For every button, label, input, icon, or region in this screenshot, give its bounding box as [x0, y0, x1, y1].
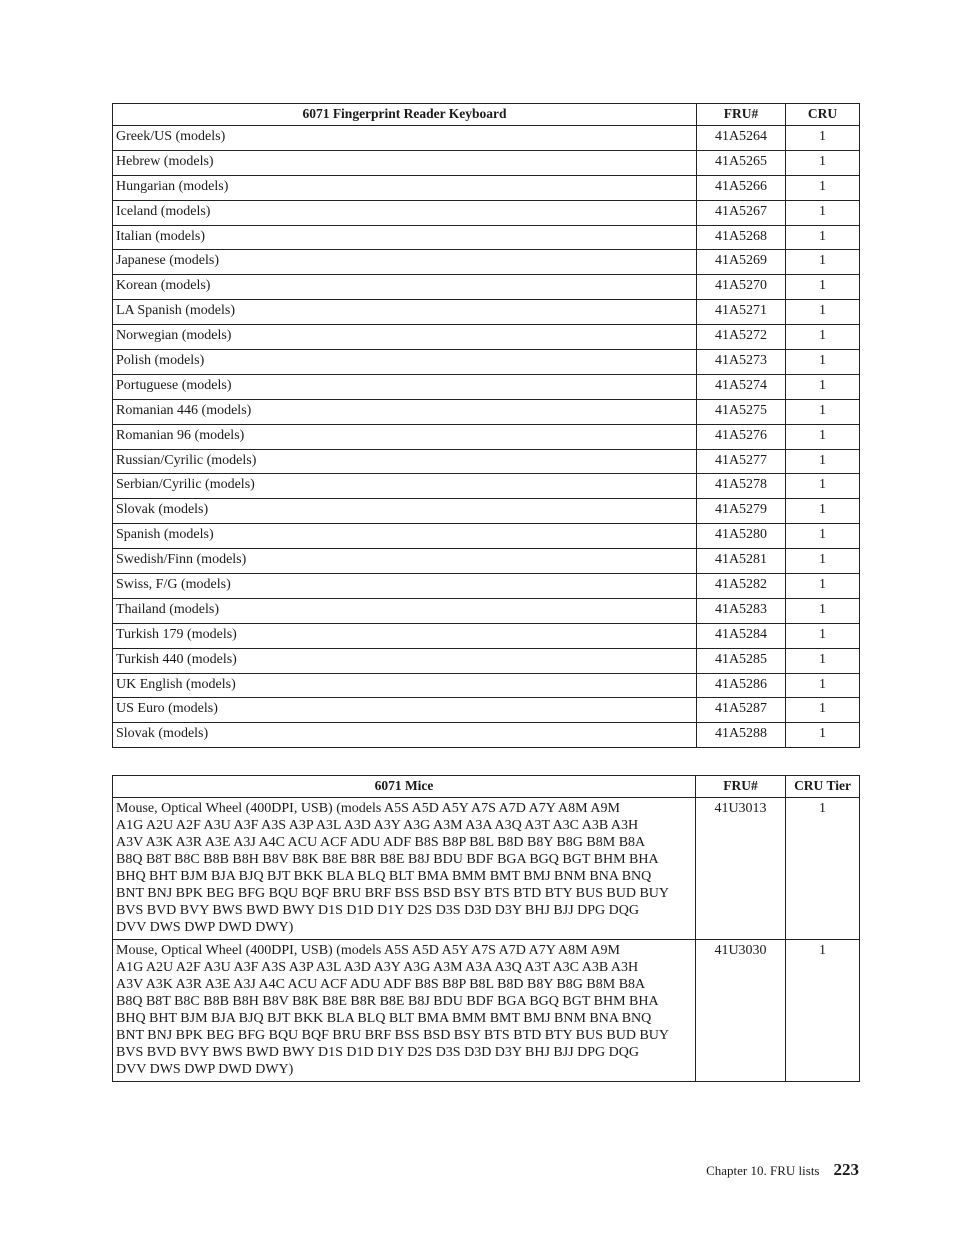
- table-row: [113, 424, 860, 449]
- fru-cell: 41A5281: [697, 549, 786, 574]
- cru-cell: 1: [786, 225, 860, 250]
- fru-cell: 41A5267: [697, 200, 786, 225]
- description-line: A1G A2U A2F A3U A3F A3S A3P A3L A3D A3Y A3G A3M A3A A3Q A3T A3C A3B A3H: [116, 960, 639, 975]
- fru-cell: 41A5283: [697, 598, 786, 623]
- table-row: [113, 940, 860, 1082]
- table-row: [113, 499, 860, 524]
- table-header-row: [113, 776, 860, 798]
- fru-cell: 41A5269: [697, 250, 786, 275]
- description-line: Mouse, Optical Wheel (400DPI, USB) (models A5S A5D A5Y A7S A7D A7Y A8M A9M: [116, 801, 620, 816]
- description-cell: Hebrew (models): [113, 150, 697, 175]
- description-cell: Turkish 179 (models): [113, 623, 697, 648]
- description-cell: US Euro (models): [113, 698, 697, 723]
- page-footer: [706, 1160, 859, 1180]
- description-cell: Greek/US (models): [113, 126, 697, 151]
- column-header-cru: CRU: [786, 104, 860, 126]
- description-line: Mouse, Optical Wheel (400DPI, USB) (models A5S A5D A5Y A7S A7D A7Y A8M A9M: [116, 943, 620, 958]
- description-cell: UK English (models): [113, 673, 697, 698]
- description-cell: Italian (models): [113, 225, 697, 250]
- fru-cell: 41A5284: [697, 623, 786, 648]
- table-row: [113, 399, 860, 424]
- fru-cell: 41A5275: [697, 399, 786, 424]
- cru-cell: 1: [786, 574, 860, 599]
- description-cell: Russian/Cyrilic (models): [113, 449, 697, 474]
- table-row: [113, 350, 860, 375]
- cru-cell: 1: [786, 648, 860, 673]
- table-row: [113, 126, 860, 151]
- fru-cell: 41A5276: [697, 424, 786, 449]
- table-row: [113, 574, 860, 599]
- table-row: [113, 200, 860, 225]
- description-cell: Turkish 440 (models): [113, 648, 697, 673]
- cru-cell: 1: [786, 598, 860, 623]
- cru-tier-cell: 1: [786, 798, 860, 940]
- cru-cell: 1: [786, 499, 860, 524]
- table-row: [113, 474, 860, 499]
- description-cell: Serbian/Cyrilic (models): [113, 474, 697, 499]
- description-line: B8Q B8T B8C B8B B8H B8V B8K B8E B8R B8E B8J BDU BDF BGA BGQ BGT BHM BHA: [116, 994, 659, 1009]
- description-line: A1G A2U A2F A3U A3F A3S A3P A3L A3D A3Y A3G A3M A3A A3Q A3T A3C A3B A3H: [116, 818, 639, 833]
- cru-cell: 1: [786, 250, 860, 275]
- cru-cell: 1: [786, 150, 860, 175]
- fru-cell: 41A5287: [697, 698, 786, 723]
- table-row: [113, 698, 860, 723]
- table-row: [113, 524, 860, 549]
- description-cell: Thailand (models): [113, 598, 697, 623]
- mice-table: [112, 775, 860, 1082]
- table-row: [113, 225, 860, 250]
- chapter-title: Chapter 10. FRU lists: [706, 1163, 820, 1178]
- description-cell: Swedish/Finn (models): [113, 549, 697, 574]
- table-row: [113, 598, 860, 623]
- description-line: BVS BVD BVY BWS BWD BWY D1S D1D D1Y D2S D3S D3D D3Y BHJ BJJ DPG DQG: [116, 1045, 639, 1060]
- cru-cell: 1: [786, 623, 860, 648]
- fru-cell: 41A5285: [697, 648, 786, 673]
- cru-cell: 1: [786, 350, 860, 375]
- fru-cell: 41A5266: [697, 175, 786, 200]
- fru-cell: 41A5279: [697, 499, 786, 524]
- cru-cell: 1: [786, 723, 860, 748]
- description-line: B8Q B8T B8C B8B B8H B8V B8K B8E B8R B8E B8J BDU BDF BGA BGQ BGT BHM BHA: [116, 852, 659, 867]
- cru-cell: 1: [786, 126, 860, 151]
- description-cell: LA Spanish (models): [113, 300, 697, 325]
- fru-cell: 41A5265: [697, 150, 786, 175]
- description-cell: Romanian 446 (models): [113, 399, 697, 424]
- description-line: A3V A3K A3R A3E A3J A4C ACU ACF ADU ADF B8S B8P B8L B8D B8Y B8G B8M B8A: [116, 835, 646, 850]
- fru-cell: 41A5270: [697, 275, 786, 300]
- description-cell: Portuguese (models): [113, 374, 697, 399]
- fru-cell: 41A5273: [697, 350, 786, 375]
- cru-cell: 1: [786, 325, 860, 350]
- column-header-cru-tier: CRU Tier: [786, 776, 860, 798]
- table-row: [113, 648, 860, 673]
- description-cell: [113, 798, 696, 940]
- description-cell: Romanian 96 (models): [113, 424, 697, 449]
- table-row: [113, 275, 860, 300]
- cru-cell: 1: [786, 275, 860, 300]
- fru-cell: 41U3013: [696, 798, 786, 940]
- fru-cell: 41A5282: [697, 574, 786, 599]
- cru-cell: 1: [786, 200, 860, 225]
- table-row: [113, 723, 860, 748]
- description-line: DVV DWS DWP DWD DWY): [116, 1062, 294, 1077]
- cru-cell: 1: [786, 399, 860, 424]
- table-row: [113, 300, 860, 325]
- description-line: A3V A3K A3R A3E A3J A4C ACU ACF ADU ADF B8S B8P B8L B8D B8Y B8G B8M B8A: [116, 977, 646, 992]
- description-line: BVS BVD BVY BWS BWD BWY D1S D1D D1Y D2S D3S D3D D3Y BHJ BJJ DPG DQG: [116, 903, 639, 918]
- description-cell: Korean (models): [113, 275, 697, 300]
- table-row: [113, 325, 860, 350]
- table-row: [113, 150, 860, 175]
- description-line: BHQ BHT BJM BJA BJQ BJT BKK BLA BLQ BLT BMA BMM BMT BMJ BNM BNA BNQ: [116, 869, 652, 884]
- cru-cell: 1: [786, 300, 860, 325]
- description-line: DVV DWS DWP DWD DWY): [116, 920, 294, 935]
- table-row: [113, 175, 860, 200]
- table-row: [113, 374, 860, 399]
- table-row: [113, 623, 860, 648]
- cru-tier-cell: 1: [786, 940, 860, 1082]
- table-row: [113, 449, 860, 474]
- table-row: [113, 250, 860, 275]
- fru-cell: 41A5280: [697, 524, 786, 549]
- description-line: BNT BNJ BPK BEG BFG BQU BQF BRU BRF BSS BSD BSY BTS BTD BTY BUS BUD BUY: [116, 1028, 670, 1043]
- cru-cell: 1: [786, 424, 860, 449]
- cru-cell: 1: [786, 474, 860, 499]
- column-header-description: 6071 Mice: [113, 776, 696, 798]
- column-header-description: 6071 Fingerprint Reader Keyboard: [113, 104, 697, 126]
- description-cell: Slovak (models): [113, 499, 697, 524]
- description-cell: Swiss, F/G (models): [113, 574, 697, 599]
- description-cell: Hungarian (models): [113, 175, 697, 200]
- fru-cell: 41A5274: [697, 374, 786, 399]
- description-cell: Polish (models): [113, 350, 697, 375]
- cru-cell: 1: [786, 698, 860, 723]
- column-header-fru: FRU#: [697, 104, 786, 126]
- table-row: [113, 673, 860, 698]
- cru-cell: 1: [786, 374, 860, 399]
- fru-cell: 41A5268: [697, 225, 786, 250]
- cru-cell: 1: [786, 449, 860, 474]
- cru-cell: 1: [786, 524, 860, 549]
- fru-cell: 41A5264: [697, 126, 786, 151]
- fru-cell: 41A5288: [697, 723, 786, 748]
- table-row: [113, 798, 860, 940]
- table-row: [113, 549, 860, 574]
- fingerprint-keyboard-table: [112, 103, 860, 748]
- column-header-fru: FRU#: [696, 776, 786, 798]
- fru-cell: 41A5277: [697, 449, 786, 474]
- description-cell: Spanish (models): [113, 524, 697, 549]
- table-header-row: [113, 104, 860, 126]
- cru-cell: 1: [786, 549, 860, 574]
- description-line: BHQ BHT BJM BJA BJQ BJT BKK BLA BLQ BLT BMA BMM BMT BMJ BNM BNA BNQ: [116, 1011, 652, 1026]
- cru-cell: 1: [786, 673, 860, 698]
- fru-cell: 41A5272: [697, 325, 786, 350]
- fru-cell: 41U3030: [696, 940, 786, 1082]
- description-line: BNT BNJ BPK BEG BFG BQU BQF BRU BRF BSS BSD BSY BTS BTD BTY BUS BUD BUY: [116, 886, 670, 901]
- fru-cell: 41A5271: [697, 300, 786, 325]
- description-cell: Iceland (models): [113, 200, 697, 225]
- description-cell: Norwegian (models): [113, 325, 697, 350]
- fru-cell: 41A5286: [697, 673, 786, 698]
- fru-cell: 41A5278: [697, 474, 786, 499]
- description-cell: Slovak (models): [113, 723, 697, 748]
- page-number: 223: [833, 1160, 859, 1179]
- cru-cell: 1: [786, 175, 860, 200]
- description-cell: [113, 940, 696, 1082]
- description-cell: Japanese (models): [113, 250, 697, 275]
